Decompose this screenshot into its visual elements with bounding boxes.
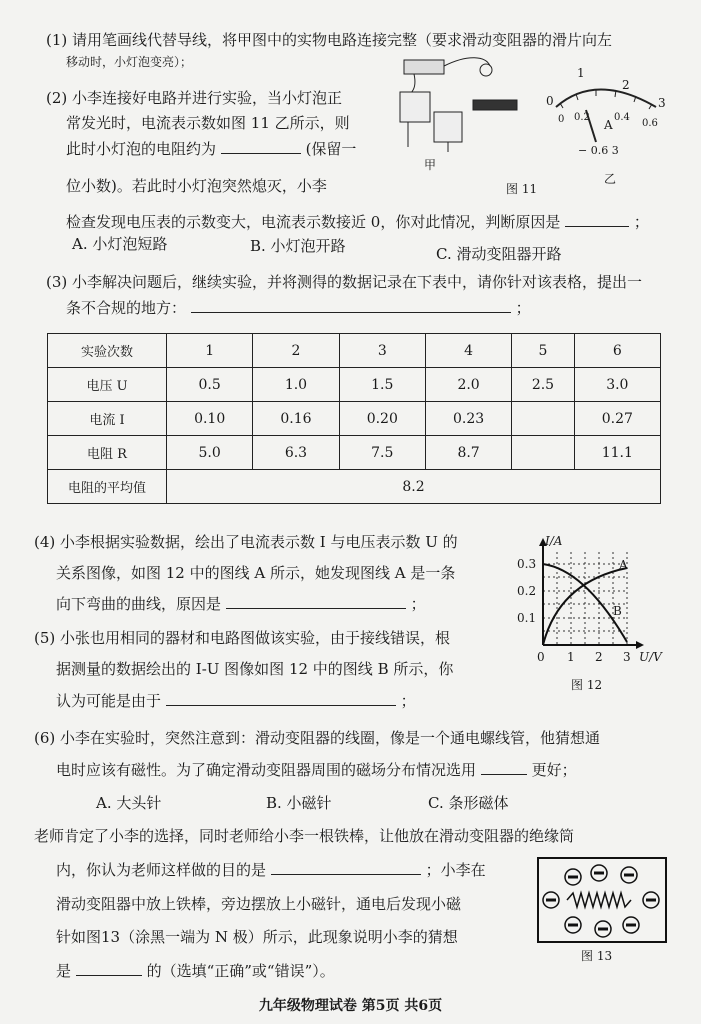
q5-line3 bbox=[56, 691, 416, 711]
q2-line5-end: ； bbox=[633, 213, 649, 231]
fig12-caption: 图 12 bbox=[571, 678, 603, 692]
page-footer: 九年级物理试卷 第5页 共6页 bbox=[258, 998, 443, 1014]
fig12-xtick-3: 3 bbox=[623, 650, 631, 664]
table-cell: 1.5 bbox=[339, 368, 425, 402]
scale-top-0: 0 bbox=[546, 94, 554, 108]
meter-arc bbox=[556, 90, 656, 108]
fig11-label-jia: 甲 bbox=[424, 158, 437, 172]
table-cell: 1.0 bbox=[253, 368, 339, 402]
q6-line2-end: 更好； bbox=[531, 761, 577, 779]
fig12-xtick-0: 0 bbox=[537, 650, 545, 664]
scale-bottom-1: 0.2 bbox=[574, 112, 590, 123]
table-cell bbox=[512, 402, 574, 436]
fig12-ylabel: I/A bbox=[545, 534, 563, 548]
q2-line3-text-b: (保留一 bbox=[305, 140, 357, 158]
q4-line1: (4) 小李根据实验数据，绘出了电流表示数 I 与电压表示数 U 的 bbox=[34, 533, 458, 551]
q2-resistance-blank[interactable] bbox=[221, 139, 301, 154]
q2-line1: (2) 小李连接好电路并进行实验，当小灯泡正 bbox=[46, 89, 343, 107]
table-cell: 6.3 bbox=[253, 436, 339, 470]
table-cell: 3 bbox=[339, 334, 425, 368]
data-table bbox=[47, 333, 661, 504]
fig11-caption: 图 11 bbox=[506, 182, 538, 196]
table-cell: 7.5 bbox=[339, 436, 425, 470]
voltmeter-icon bbox=[400, 92, 430, 122]
q6-line2 bbox=[56, 760, 577, 780]
figure-12 bbox=[515, 534, 680, 694]
table-cell: 6 bbox=[574, 334, 660, 368]
q6-line7 bbox=[56, 961, 335, 981]
q4-line3 bbox=[56, 594, 426, 614]
fig12-curve-b-label: B bbox=[613, 604, 622, 618]
figure-11 bbox=[378, 52, 673, 196]
table-cell: 0.27 bbox=[574, 402, 660, 436]
q6-option-a: A. 大头针 bbox=[96, 794, 162, 812]
q5-line2: 据测量的数据绘出的 I-U 图像如图 12 中的图线 B 所示，你 bbox=[56, 660, 454, 678]
q3-line1: (3) 小李解决问题后，继续实验，并将测得的数据记录在下表中，请你针对该表格，提出一 bbox=[46, 273, 643, 291]
table-cell: 2.0 bbox=[425, 368, 511, 402]
q4-reason-blank[interactable] bbox=[226, 594, 406, 609]
fig12-xlabel: U/V bbox=[639, 650, 662, 664]
meter-mark: A bbox=[604, 118, 613, 132]
table-cell: 4 bbox=[425, 334, 511, 368]
fig12-ytick-01: 0.1 bbox=[517, 611, 537, 625]
table-cell: 3.0 bbox=[574, 368, 660, 402]
battery-icon bbox=[404, 60, 444, 74]
q2-line5-text: 检查发现电压表的示数变大，电流表示数接近 0，你对此情况，判断原因是 bbox=[66, 213, 561, 231]
fig12-xtick-1: 1 bbox=[567, 650, 575, 664]
figure-13-drawing bbox=[537, 857, 667, 943]
q5-line3-end: ； bbox=[400, 692, 416, 710]
fig12-xtick-2: 2 bbox=[595, 650, 603, 664]
q4-line3-end: ； bbox=[410, 595, 426, 613]
q6-line7-text: 是 bbox=[56, 962, 72, 980]
ammeter-icon bbox=[434, 112, 462, 142]
q3-answer-blank[interactable] bbox=[191, 298, 511, 313]
scale-top-2: 2 bbox=[622, 78, 630, 92]
table-row bbox=[48, 470, 661, 504]
fig11-label-yi: 乙 bbox=[604, 172, 617, 186]
q2-line2: 常发光时，电流表示数如图 11 乙所示，则 bbox=[66, 114, 350, 132]
q6-line2-text: 电时应该有磁性。为了确定滑动变阻器周围的磁场分布情况选用 bbox=[56, 761, 477, 779]
table-cell: 0.20 bbox=[339, 402, 425, 436]
q2-reason-blank[interactable] bbox=[565, 212, 629, 227]
q6-line5: 滑动变阻器中放上铁棒，旁边摆放上小磁针，通电后发现小磁 bbox=[56, 895, 462, 913]
table-cell: 2 bbox=[253, 334, 339, 368]
q6-purpose-blank[interactable] bbox=[271, 860, 421, 875]
q2-option-b: B. 小灯泡开路 bbox=[250, 237, 346, 255]
table-row bbox=[48, 402, 661, 436]
q4-line3-text: 向下弯曲的曲线，原因是 bbox=[56, 595, 222, 613]
fig12-ytick-02: 0.2 bbox=[517, 584, 537, 598]
fig12-ytick-03: 0.3 bbox=[517, 557, 537, 571]
table-cell: 0.23 bbox=[425, 402, 511, 436]
q6-line4-text: 内，你认为老师这样做的目的是 bbox=[56, 861, 267, 879]
q2-line5 bbox=[66, 212, 649, 232]
scale-top-1: 1 bbox=[577, 66, 585, 80]
q2-line3-text: 此时小灯泡的电阻约为 bbox=[66, 140, 217, 158]
rheostat-icon bbox=[473, 100, 517, 110]
q6-line1: (6) 小李在实验时，突然注意到：滑动变阻器的线圈，像是一个通电螺线管，他猜想通 bbox=[34, 729, 601, 747]
q3-line2-text: 条不合规的地方： bbox=[66, 299, 187, 317]
table-avg-value: 8.2 bbox=[167, 470, 661, 504]
q6-option-b: B. 小磁针 bbox=[266, 794, 332, 812]
meter-terminals: − 0.6 3 bbox=[578, 144, 619, 157]
q2-option-a: A. 小灯泡短路 bbox=[72, 235, 168, 253]
q6-option-c: C. 条形磁体 bbox=[428, 794, 509, 812]
table-cell: 0.10 bbox=[167, 402, 253, 436]
q6-line4 bbox=[56, 860, 486, 880]
q5-line3-text: 认为可能是由于 bbox=[56, 692, 162, 710]
table-cell: 5.0 bbox=[167, 436, 253, 470]
table-cell: 0.16 bbox=[253, 402, 339, 436]
table-cell bbox=[512, 436, 574, 470]
coil-icon bbox=[567, 893, 631, 907]
q6-line3: 老师肯定了小李的选择，同时老师给小李一根铁棒，让他放在滑动变阻器的绝缘筒 bbox=[34, 827, 575, 845]
q1-line2: 移动时，小灯泡变亮）； bbox=[66, 55, 193, 69]
table-cell: 1 bbox=[167, 334, 253, 368]
table-cell: 11.1 bbox=[574, 436, 660, 470]
table-header-label: 实验次数 bbox=[48, 334, 167, 368]
table-row-label: 电流 I bbox=[48, 402, 167, 436]
q6-judgement-blank[interactable] bbox=[76, 961, 142, 976]
table-row bbox=[48, 436, 661, 470]
q4-line2: 关系图像，如图 12 中的图线 A 所示，她发现图线 A 是一条 bbox=[56, 564, 456, 582]
scale-bottom-2: 0.4 bbox=[614, 112, 630, 123]
table-row bbox=[48, 334, 661, 368]
fig12-curve-a-label: A bbox=[619, 558, 628, 572]
q2-line4: 位小数)。若此时小灯泡突然熄灭，小李 bbox=[66, 177, 327, 195]
q5-reason-blank[interactable] bbox=[166, 691, 396, 706]
table-cell: 8.7 bbox=[425, 436, 511, 470]
q1-line1: (1) 请用笔画线代替导线，将甲图中的实物电路连接完整（要求滑动变阻器的滑片向左 bbox=[46, 31, 613, 49]
q6-line4-text-b: ；小李在 bbox=[425, 861, 486, 879]
q6-line7-text-b: 的（选填“正确”或“错误”）。 bbox=[146, 962, 335, 980]
table-cell: 5 bbox=[512, 334, 574, 368]
table-row bbox=[48, 368, 661, 402]
q3-line2-end: ； bbox=[515, 299, 531, 317]
fig13-caption: 图 13 bbox=[581, 949, 613, 963]
table-row-label: 电压 U bbox=[48, 368, 167, 402]
figure-13 bbox=[537, 857, 667, 963]
q6-choice-blank[interactable] bbox=[481, 760, 527, 775]
q3-line2 bbox=[66, 298, 531, 318]
scale-bottom-3: 0.6 bbox=[642, 118, 658, 129]
table-row-label: 电阻 R bbox=[48, 436, 167, 470]
q2-option-c: C. 滑动变阻器开路 bbox=[436, 245, 562, 263]
q2-line3 bbox=[66, 139, 356, 159]
scale-bottom-0: 0 bbox=[558, 114, 565, 125]
scale-top-3: 3 bbox=[658, 96, 666, 110]
q6-line6: 针如图13（涂黑一端为 N 极）所示，此现象说明小李的猜想 bbox=[56, 928, 458, 946]
q5-line1: (5) 小张也用相同的器材和电路图做该实验，由于接线错误，根 bbox=[34, 629, 451, 647]
table-cell: 2.5 bbox=[512, 368, 574, 402]
table-avg-label: 电阻的平均值 bbox=[48, 470, 167, 504]
table-cell: 0.5 bbox=[167, 368, 253, 402]
